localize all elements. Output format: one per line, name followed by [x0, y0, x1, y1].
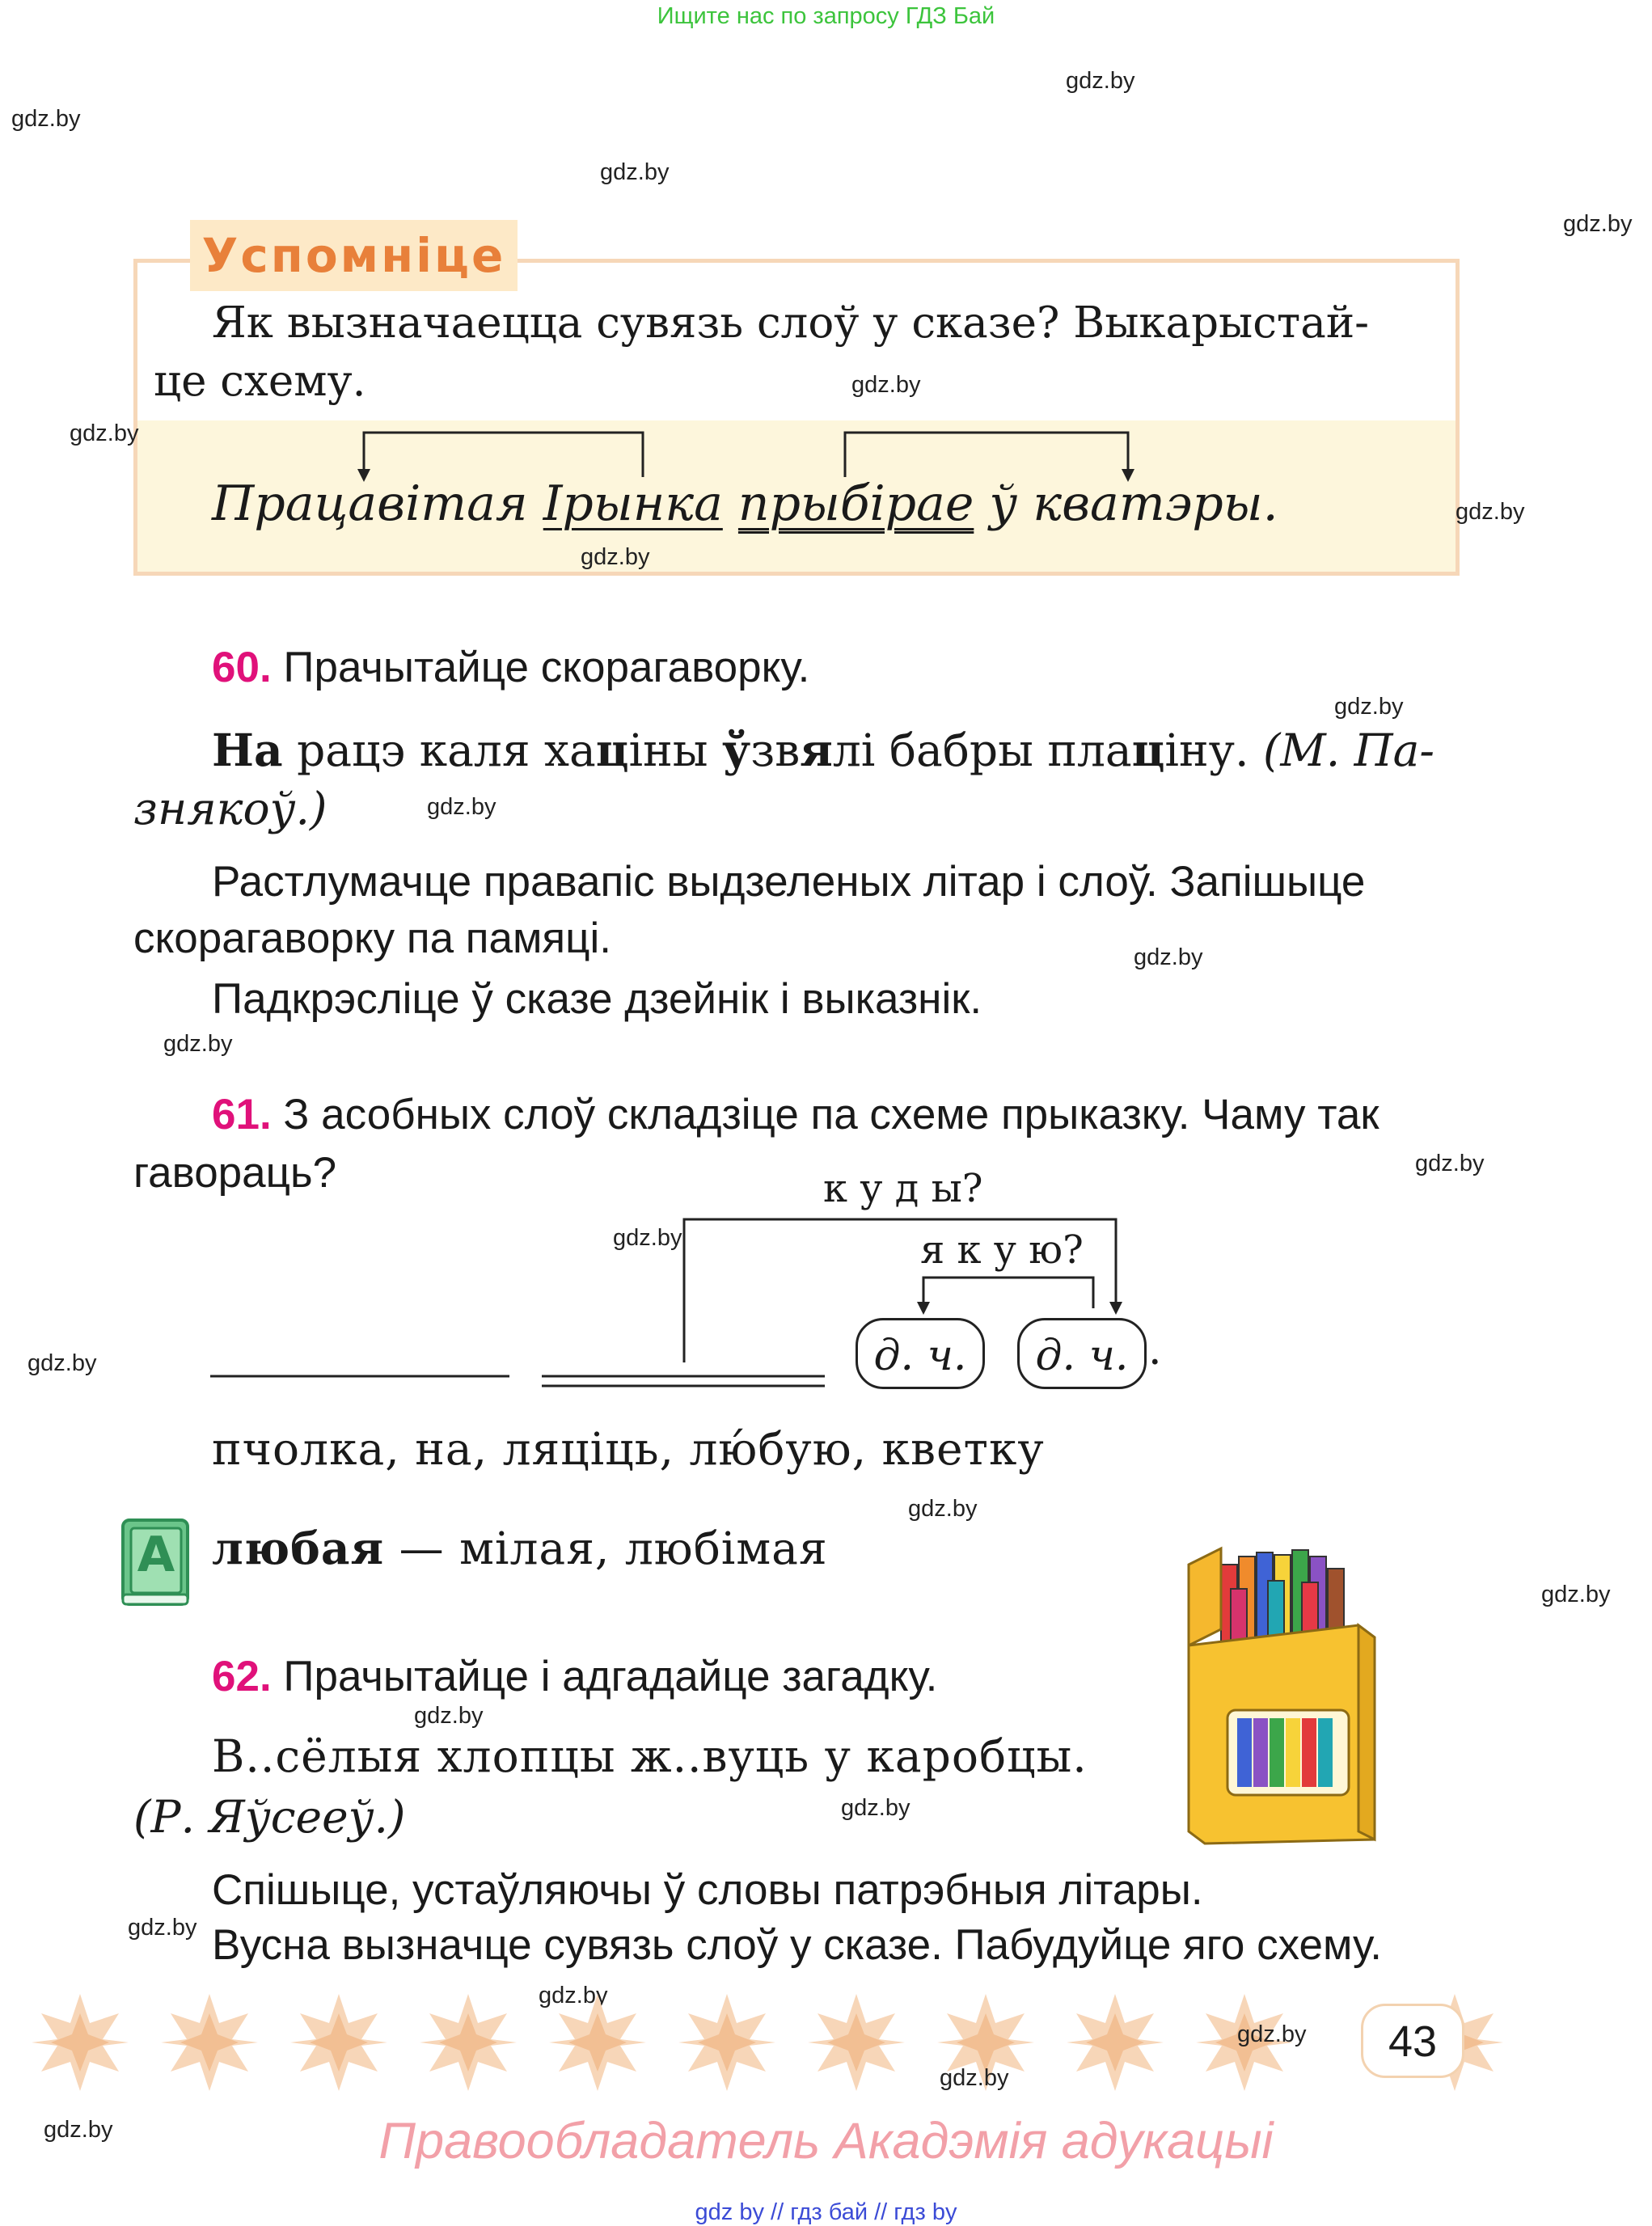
- watermark: gdz.by: [613, 1225, 682, 1251]
- ex60-task-line3: Падкрэсліце ў сказе дзейнік і выказнік.: [212, 975, 982, 1023]
- pencil-box-illustration: [1172, 1532, 1395, 1848]
- watermark: gdz.by: [70, 420, 139, 446]
- watermark: gdz.by: [851, 372, 921, 398]
- remember-example: [212, 475, 1278, 532]
- ex62-riddle: В..сёлыя хлопцы ж..вуць у каробцы.: [212, 1730, 1088, 1782]
- vocab-entry: [212, 1522, 828, 1574]
- ex61-words: пчолка, на, ляціць, лю́бую, кветку: [212, 1423, 1045, 1475]
- watermark: gdz.by: [581, 544, 650, 570]
- example-predicate: прыбірае: [737, 475, 974, 532]
- scheme-question-which: я к у ю?: [920, 1227, 1084, 1273]
- ex62-task-line1: Спішыце, устаўляючы ў словы патрэбныя літары.: [212, 1866, 1203, 1914]
- remember-question-line1: Як вызначаецца сувязь слоў у сказе? Выкарыстай-: [212, 298, 1370, 348]
- ex62-task-line2: Вусна вызначце сувязь слоў у сказе. Пабудуйце яго схему.: [212, 1921, 1382, 1969]
- watermark: gdz.by: [44, 2117, 113, 2143]
- watermark: gdz.by: [600, 159, 670, 185]
- scheme-question-where: к у д ы?: [823, 1166, 983, 1211]
- watermark: gdz.by: [1456, 499, 1525, 525]
- watermark: gdz.by: [163, 1031, 233, 1057]
- example-word-4: ў кватэры.: [989, 475, 1278, 532]
- ex60-task-line1: Растлумачце правапіс выдзеленых літар і слоў. Запішыце: [212, 858, 1366, 906]
- vocab-word: любая: [212, 1522, 385, 1574]
- scheme-pill-dependent-1: д. ч.: [856, 1318, 985, 1389]
- watermark: gdz.by: [11, 106, 81, 132]
- remember-tab: Успомніце: [190, 220, 518, 291]
- watermark: gdz.by: [539, 1983, 608, 2008]
- top-banner: Ищите нас по запросу ГДЗ Бай: [657, 3, 995, 29]
- scheme-pill-dependent-2: д. ч.: [1017, 1318, 1147, 1389]
- ex60-author-line1: (М. Па-: [1262, 724, 1435, 776]
- vocab-definition: — мілая, любімая: [384, 1523, 828, 1574]
- remember-question-line2: це схему.: [154, 357, 366, 406]
- ex60-author-line2: знякоў.): [133, 783, 327, 834]
- copyright-notice: Правообладатель Акадэмія адукацыі: [378, 2113, 1274, 2169]
- ex61-title-line1: З асобных слоў складзіце па схеме прыказку. Чаму так: [283, 1091, 1379, 1138]
- ex60-title: Прачытайце скорагаворку.: [283, 644, 810, 691]
- watermark: gdz.by: [1334, 694, 1404, 720]
- watermark: gdz.by: [1563, 211, 1633, 237]
- ex61-heading: [212, 1090, 1379, 1139]
- ex61-title-line2: гавораць?: [133, 1149, 337, 1197]
- dictionary-icon-letter: А: [137, 1527, 175, 1583]
- example-word-1: Працавітая: [212, 475, 528, 532]
- watermark: gdz.by: [841, 1795, 911, 1821]
- page-number: 43: [1361, 2004, 1464, 2078]
- watermark: gdz.by: [1134, 944, 1203, 970]
- ex60-number: 60.: [212, 644, 272, 691]
- watermark: gdz.by: [1541, 1582, 1611, 1607]
- ex62-author: (Р. Яўсееў.): [133, 1791, 406, 1843]
- watermark: gdz.by: [414, 1703, 484, 1729]
- example-subject: Ірынка: [543, 475, 723, 532]
- watermark: gdz.by: [1415, 1151, 1485, 1176]
- ex60-task-line2: скорагаворку па памяці.: [133, 914, 611, 962]
- scheme-dot: .: [1148, 1326, 1162, 1375]
- ex60-heading: [212, 643, 809, 692]
- watermark: gdz.by: [1237, 2021, 1307, 2047]
- watermark: gdz.by: [908, 1496, 978, 1522]
- footer-links: gdz by // гдз бай // гдз by: [695, 2199, 957, 2225]
- ex62-number: 62.: [212, 1653, 272, 1700]
- ex61-number: 61.: [212, 1091, 272, 1138]
- watermark: gdz.by: [27, 1350, 97, 1376]
- watermark: gdz.by: [128, 1915, 197, 1941]
- watermark: gdz.by: [1066, 68, 1135, 94]
- ex62-title: Прачытайце і адгадайце загадку.: [283, 1653, 938, 1700]
- ex62-heading: [212, 1652, 937, 1701]
- watermark: gdz.by: [427, 794, 496, 820]
- ex60-verse: На рацэ каля хаціны ўзвялі бабры плаціну. (М. Па-: [212, 724, 1435, 776]
- watermark: gdz.by: [940, 2065, 1009, 2091]
